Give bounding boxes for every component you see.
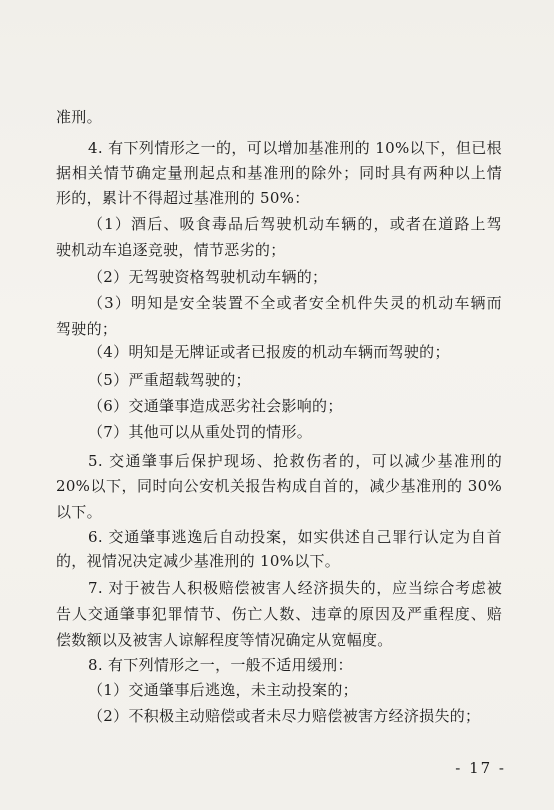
text-line: 以下。	[56, 503, 102, 521]
text-line: （2）无驾驶资格驾驶机动车辆的；	[88, 268, 328, 286]
text-line: 偿数额以及被害人谅解程度等情况确定从宽幅度。	[56, 631, 393, 649]
page-number: - 17 -	[455, 759, 506, 777]
text-line: 6. 交通肇事逃逸后自动投案，如实供述自己罪行认定为自首	[88, 528, 502, 546]
text-line: （1）交通肇事后逃逸，未主动投案的；	[88, 681, 358, 699]
text-line: （4）明知是无牌证或者已报废的机动车辆而驾驶的；	[88, 343, 450, 361]
text-line: （3）明知是安全装置不全或者安全机件失灵的机动车辆而	[88, 294, 502, 312]
text-line: （1）酒后、吸食毒品后驾驶机动车辆的，或者在道路上驾	[88, 215, 502, 233]
text-line: 告人交通肇事犯罪情节、伤亡人数、违章的原因及严重程度、赔	[56, 605, 502, 623]
text-line: （2）不积极主动赔偿或者未尽力赔偿被害方经济损失的；	[88, 707, 481, 725]
text-line: 驾驶的；	[56, 320, 118, 338]
text-line: 8. 有下列情形之一，一般不适用缓刑：	[88, 656, 353, 674]
text-line: 5. 交通肇事后保护现场、抢救伤者的，可以减少基准刑的	[88, 452, 502, 470]
text-line: （7）其他可以从重处罚的情形。	[88, 423, 313, 441]
text-line: 据相关情节确定量刑起点和基准刑的除外；同时具有两种以上情	[56, 164, 502, 182]
text-line: 驶机动车追逐竞驶，情节恶劣的；	[56, 241, 286, 259]
text-line: 形的，累计不得超过基准刑的 50%：	[56, 189, 310, 207]
text-line: 4. 有下列情形之一的，可以增加基准刑的 10%以下，但已根	[88, 139, 502, 157]
text-line: （5）严重超载驾驶的；	[88, 371, 251, 389]
text-line: 准刑。	[56, 108, 102, 126]
text-line: 的，视情况决定减少基准刑的 10%以下。	[56, 552, 341, 570]
text-line: （6）交通肇事造成恶劣社会影响的；	[88, 397, 343, 415]
text-line: 20%以下，同时向公安机关报告构成自首的，减少基准刑的 30%	[56, 477, 502, 495]
text-line: 7. 对于被告人积极赔偿被害人经济损失的，应当综合考虑被	[88, 579, 502, 597]
